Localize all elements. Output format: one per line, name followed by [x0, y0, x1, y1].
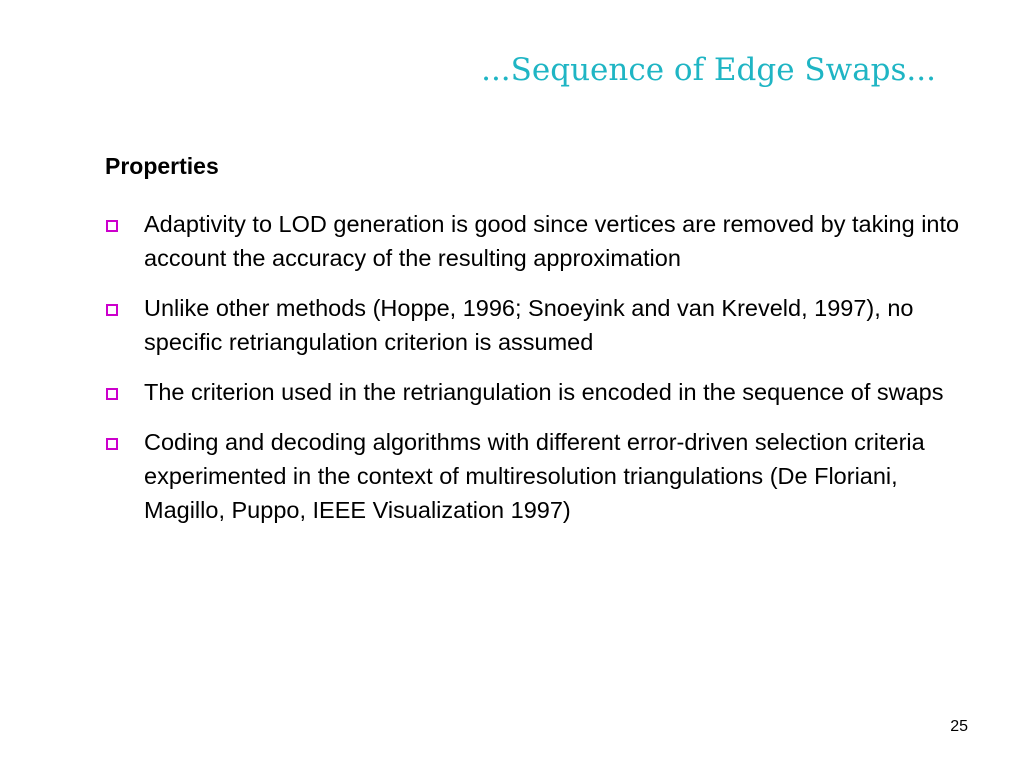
hollow-square-bullet-icon — [106, 304, 118, 316]
bullet-item — [104, 375, 964, 409]
section-heading: Properties — [105, 153, 219, 179]
slide-title: ...Sequence of Edge Swaps... — [481, 52, 936, 88]
bullet-item — [104, 207, 964, 275]
page-number: 25 — [950, 718, 968, 735]
bullet-text: The criterion used in the retriangulation is encoded in the sequence of swaps — [144, 379, 944, 405]
hollow-square-bullet-icon — [106, 438, 118, 450]
bullet-text: Unlike other methods (Hoppe, 1996; Snoeyink and van Kreveld, 1997), no specific retriangulation criterion is assumed — [144, 295, 914, 355]
hollow-square-bullet-icon — [106, 388, 118, 400]
bullet-text: Adaptivity to LOD generation is good since vertices are removed by taking into account the accuracy of the resulting approximation — [144, 211, 960, 271]
bullet-item — [104, 291, 964, 359]
bullet-item — [104, 425, 964, 527]
bullet-list — [104, 207, 964, 543]
hollow-square-bullet-icon — [106, 220, 118, 232]
bullet-text: Coding and decoding algorithms with different error-driven selection criteria experimented in the context of multiresolution triangulations (De Floriani, Magillo, Puppo, IEEE Visualization 1997) — [144, 429, 925, 523]
